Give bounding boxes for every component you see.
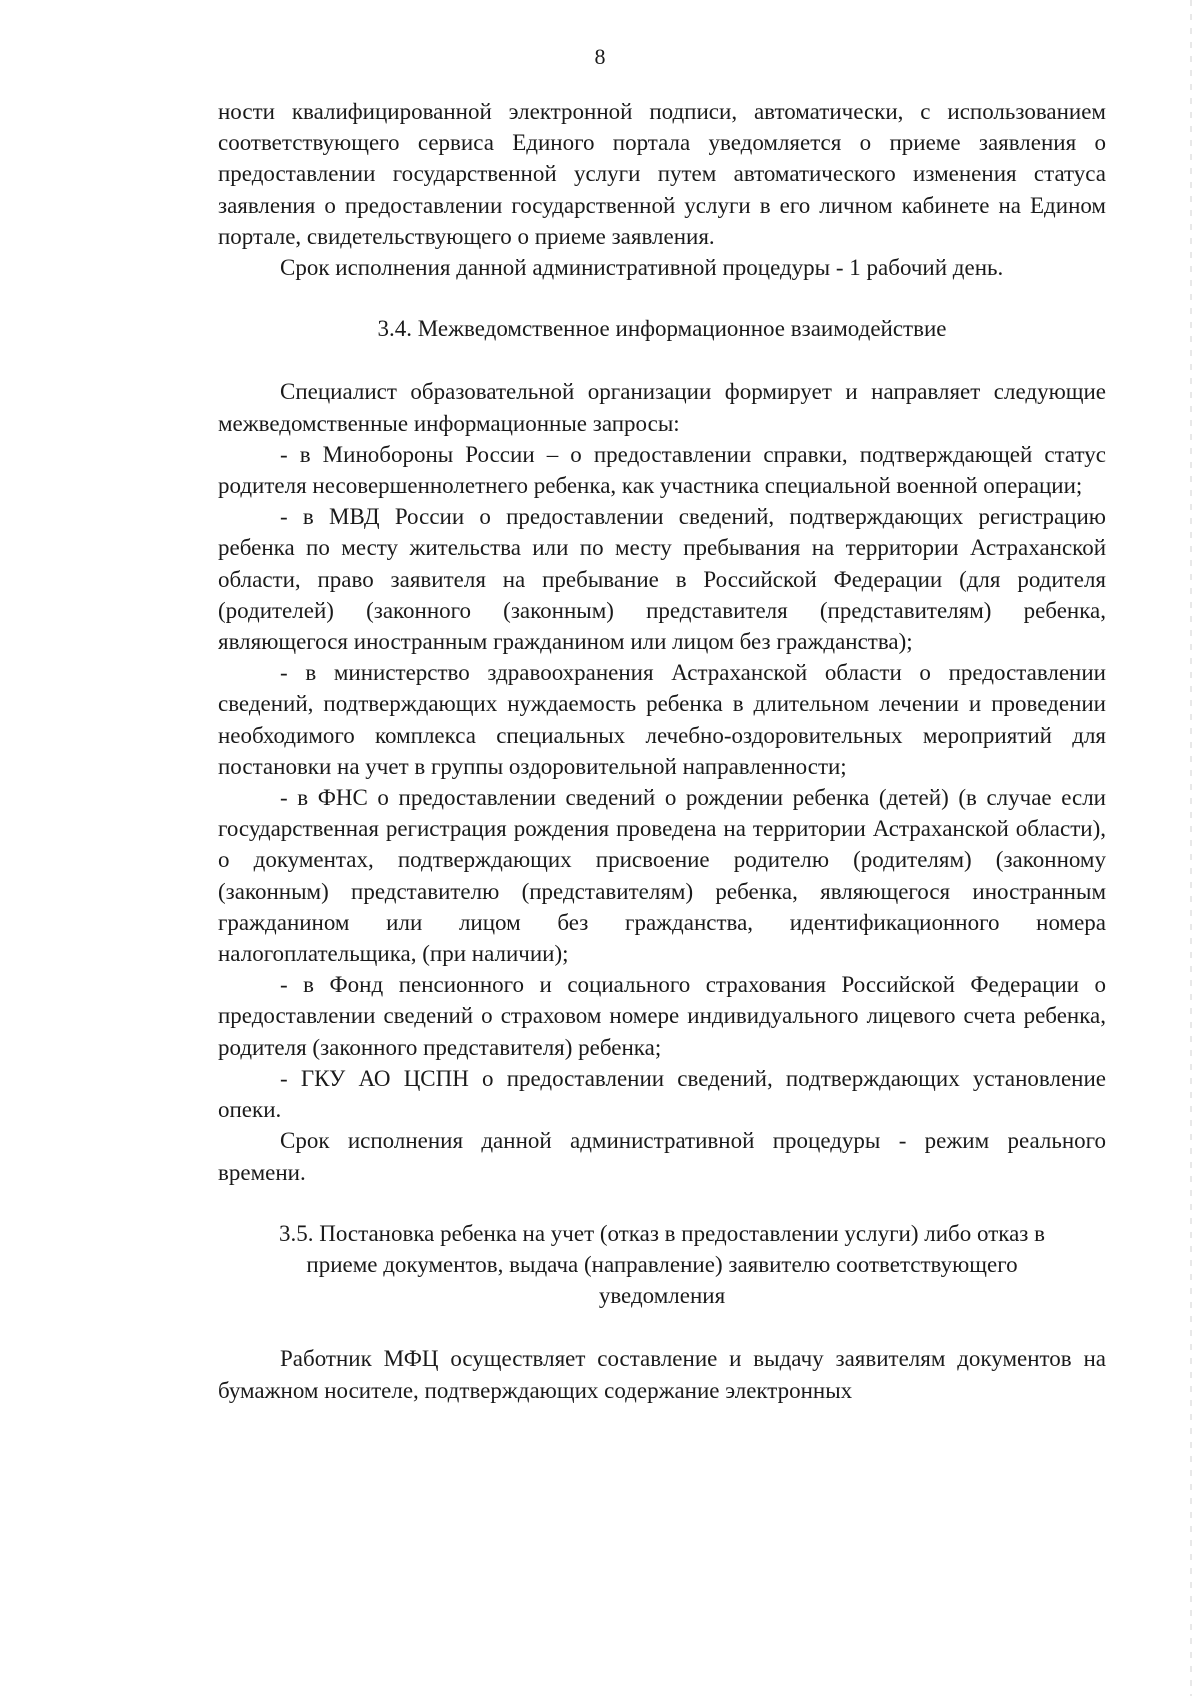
section-heading-3-4: 3.4. Межведомственное информационное взаимодействие bbox=[377, 316, 947, 342]
section-heading-3-5: 3.5. Постановка ребенка на учет (отказ в предоставлении услуги) либо отказ в приеме документов, выдача (направление) заявителю соответствующего уведомления bbox=[279, 1220, 1045, 1309]
paragraph-deadline: Срок исполнения данной административной процедуры - 1 рабочий день. bbox=[280, 255, 1004, 281]
list-item: - в министерство здравоохранения Астраханской области о предоставлении сведений, подтверждающих нуждаемость ребенка в длительном лечении и проведении необходимого комплекса специальных лечебно-оздоровительных мероприятий для постановки на учет в группы оздоровительной направленности; bbox=[218, 660, 1106, 779]
list-item: - в МВД России о предоставлении сведений, подтверждающих регистрацию ребенка по месту жительства или по месту пребывания на территории Астраханской области, право заявителя на пребывание в Российской Федерации (для родителя (родителей) (законного (законным) представителя (представителям) ребенка, являющегося иностранным гражданином или лицом без гражданства); bbox=[218, 504, 1106, 655]
list-item: - в Фонд пенсионного и социального страхования Российской Федерации о предоставлении сведений о страховом номере индивидуального лицевого счета ребенка, родителя (законного представителя) ребенка; bbox=[218, 972, 1106, 1060]
page-number: 8 bbox=[594, 44, 606, 69]
list-item: - в ФНС о предоставлении сведений о рождении ребенка (детей) (в случае если государственная регистрация рождения проведена на территории Астраханской области), о документах, подтверждающих присвоение родителю (родителям) (законному (законным) представителю (представителям) ребенка, являющегося иностранным гражданином или лицом без гражданства, идентификационного номера налогоплательщика, (при наличии); bbox=[218, 785, 1106, 967]
section-3-5-text: Работник МФЦ осуществляет составление и выдачу заявителям документов на бумажном носителе, подтверждающих содержание электронных bbox=[218, 1346, 1106, 1403]
document-body bbox=[218, 96, 1106, 1406]
paragraph-continuation: ности квалифицированной электронной подписи, автоматически, с использованием соответствующего сервиса Единого портала уведомляется о приеме заявления о предоставлении государственной услуги путем автоматического изменения статуса заявления о предоставлении государственной услуги в его личном кабинете на Едином портале, свидетельствующего о приеме заявления. bbox=[218, 99, 1106, 249]
section-3-4-intro: Специалист образовательной организации формирует и направляет следующие межведомственные информационные запросы: bbox=[218, 379, 1106, 436]
list-item: - ГКУ АО ЦСПН о предоставлении сведений, подтверждающих установление опеки. bbox=[218, 1065, 1106, 1123]
list-item: - в Минобороны России – о предоставлении справки, подтверждающей статус родителя несовершеннолетнего ребенка, как участника специальной военной операции; bbox=[218, 441, 1106, 499]
section-3-4-deadline: Срок исполнения данной административной процедуры - режим реального времени. bbox=[218, 1128, 1106, 1185]
scan-edge-artifact bbox=[1190, 0, 1192, 1696]
